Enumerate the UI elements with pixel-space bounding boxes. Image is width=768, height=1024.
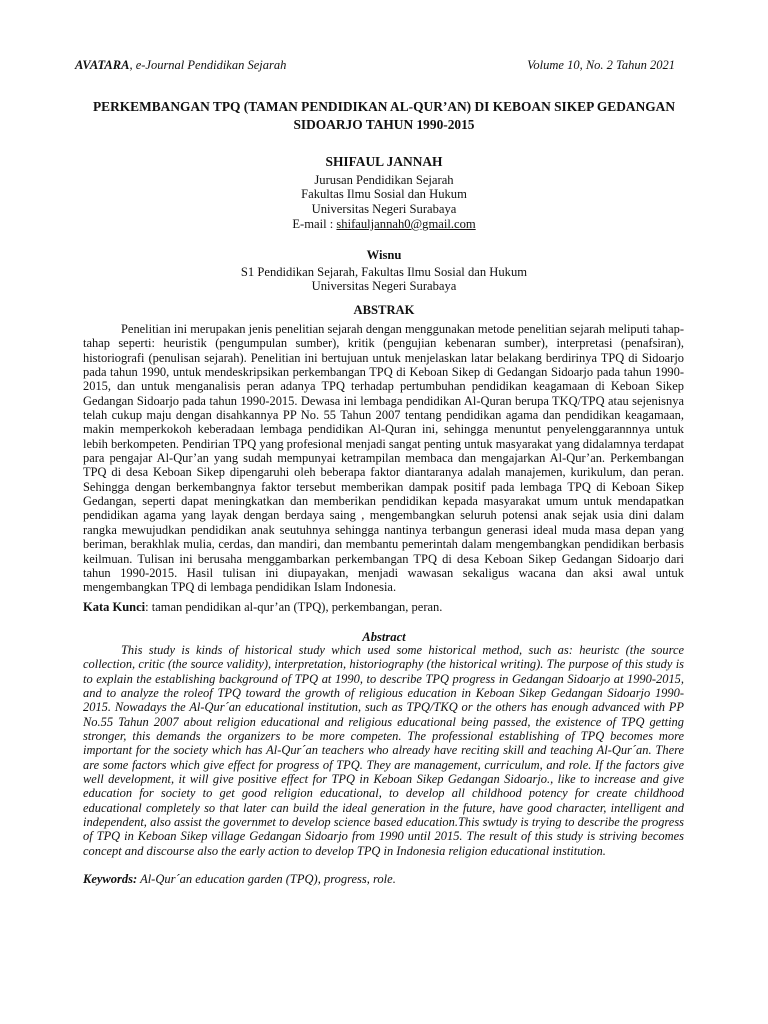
kata-kunci-text: : taman pendidikan al-qur’an (TPQ), perkembangan, peran. (145, 600, 443, 614)
journal-name: AVATARA (75, 58, 130, 72)
keywords-text: Al-Qur´an education garden (TPQ), progress, role. (137, 872, 396, 886)
volume-info: Volume 10, No. 2 Tahun 2021 (527, 58, 675, 72)
kata-kunci-label: Kata Kunci (83, 600, 146, 614)
keywords-label: Keywords: (83, 872, 138, 886)
coauthor-name: Wisnu (366, 248, 402, 262)
abstrak-heading: ABSTRAK (353, 303, 415, 317)
abstrak-body: Penelitian ini merupakan jenis penelitian sejarah dengan menggunakan metode penelitian sejarah meliputi tahap-tahap seperti: heuristik (pengumpulan sumber), kritik (pengujian kebenaran sumber), interpretasi (penafsiran), historiografi (penulisan sejarah). Penelitian ini bertujuan untuk menjelaskan latar belakang berdirinya TPQ di Sidoarjo pada tahun 1990, untuk mendeskripsikan perkembangan TPQ di Keboan Sikep di Gedangan Sidoarjo pada tahun 1990-2015, dan untuk menganalisis peran adanya TPQ terhadap pertumbuhan pendidikan keagamaan di Keboan Sikep Gedangan Sidoarjo pada tahun 1990-2015. Dewasa ini lembaga pendidikan Al-Quran berupa TKQ/TPQ atau sejenisnya telah cukup maju dengan disahkannya PP No. 55 Tahun 2007 tentang pendidikan agama dan pendidikan keagamaan, makin memperkokoh keberadaan lembaga pendidikan Al-Quran ini, sehingga menuntut penyelenggarannnya untuk lebih berkompeten. Pendirian TPQ yang profesional menjadi sangat penting untuk masyarakat yang didalamnya terdapat para pengajar Al-Qur’an yang sudah mempunyai ketrampilan membaca dan mengajarkan Al-Qur’an. Perkembangan TPQ di desa Keboan Sikep dipengaruhi oleh beberapa faktor diantaranya adalah manajemen, kurikulum, dan peran. Sehingga dengan berkembangnya faktor tersebut memberikan dampak positif pada lembaga TPQ di Keboan Sikep Gedangan, seperti dapat meningkatkan dan memberikan pendidikan kepada masyarakat umum untuk mendapatkan pendidikan agama yang layak dengan berdaya saing , mengembangkan seluruh potensi anak sejak usia dini dalam rangka mewujudkan pendidikan anak seutuhnya sehingga nantinya terbangun generasi ideal muda masa depan yang beriman, berakhlak mulia, cerdas, dan mandiri, dan membantu pemerintah dalam mengembangkan pendidikan berbasis keilmuan. Tulisan ini berusaha menggambarkan perkembangan TPQ di desa Keboan Sikep Gedangan Sidoarjo dari tahun 1990-2015. Hasil tulisan ini diupayakan, menjadi wawasan sekaligus wacana dan aksi awal untuk mengembangkan TPQ di lembaga pendidikan Islam Indonesia. (83, 322, 684, 595)
kata-kunci (83, 600, 684, 615)
journal-subtitle: , e-Journal Pendidikan Sejarah (129, 58, 287, 72)
email-label: E-mail : (292, 216, 337, 231)
author-email-line (70, 217, 698, 232)
coauthor-university: Universitas Negeri Surabaya (311, 279, 457, 294)
email-link[interactable]: shifauljannah0@gmail.com (336, 216, 476, 231)
running-header (75, 58, 675, 73)
author-block (70, 155, 698, 232)
journal-title (75, 58, 286, 73)
author-faculty: Fakultas Ilmu Sosial dan Hukum (301, 187, 467, 202)
coauthor-affiliation: S1 Pendidikan Sejarah, Fakultas Ilmu Sosial dan Hukum (240, 264, 528, 279)
author-university: Universitas Negeri Surabaya (311, 202, 457, 217)
author-name: SHIFAUL JANNAH (325, 154, 443, 169)
abstract-body: This study is kinds of historical study which used some historical method, such as: heuristc (the source collection, critic (the source validity), interpretation, historiography (the historical writing). The purpose of this study is to explain the establishing background of TPQ at 1990, to describe TPQ progress in Gedangan Sidoarjo at 1990-2015, and to analyze the roleof TPQ toward the growth of religious education in Keboan Sikep Gedangan Sidoarjo 1990-2015. Nowadays the Al-Qur´an educational institution, such as TPQ/TKQ or the others has enough advanced with PP No.55 Tahun 2007 about religion educational and religious educational being passed, the existence of TPQ getting stronger, this demands the organizers to be more competen. The professional establishing of TPQ becomes more important for the society which has Al-Qur´an teachers who already have reciting skill and teaching Al-Qur´an. There are some factors which give effect for progress of TPQ. They are management, curriculum, and role. If the factors give well development, it will give positive effect for TPQ in Keboan Sikep Gedangan Sidoarjo., like to increase and give education for society to get good religion educational, to develop all childhood potency for create childhood educational completely so that later can build the ideal generation in the future, have good character, intelligent and independent, also assist the governmet to develop science based education.This swtudy is trying to describe the progress of TPQ in Keboan Sikep village Gedangan Sidoarjo from 1990 until 2015. The result of this study is striving becomes concept and discourse also the early action to develop TPQ in Indonesia religion educational institution. (83, 643, 684, 858)
abstract-heading: Abstract (362, 630, 406, 644)
keywords (83, 872, 684, 887)
paper-title: PERKEMBANGAN TPQ (TAMAN PENDIDIKAN AL-QUR’AN) DI KEBOAN SIKEP GEDANGAN SIDOARJO TAHUN 1990-2015 (92, 99, 676, 132)
coauthor-block (70, 248, 698, 294)
author-department: Jurusan Pendidikan Sejarah (314, 172, 454, 187)
